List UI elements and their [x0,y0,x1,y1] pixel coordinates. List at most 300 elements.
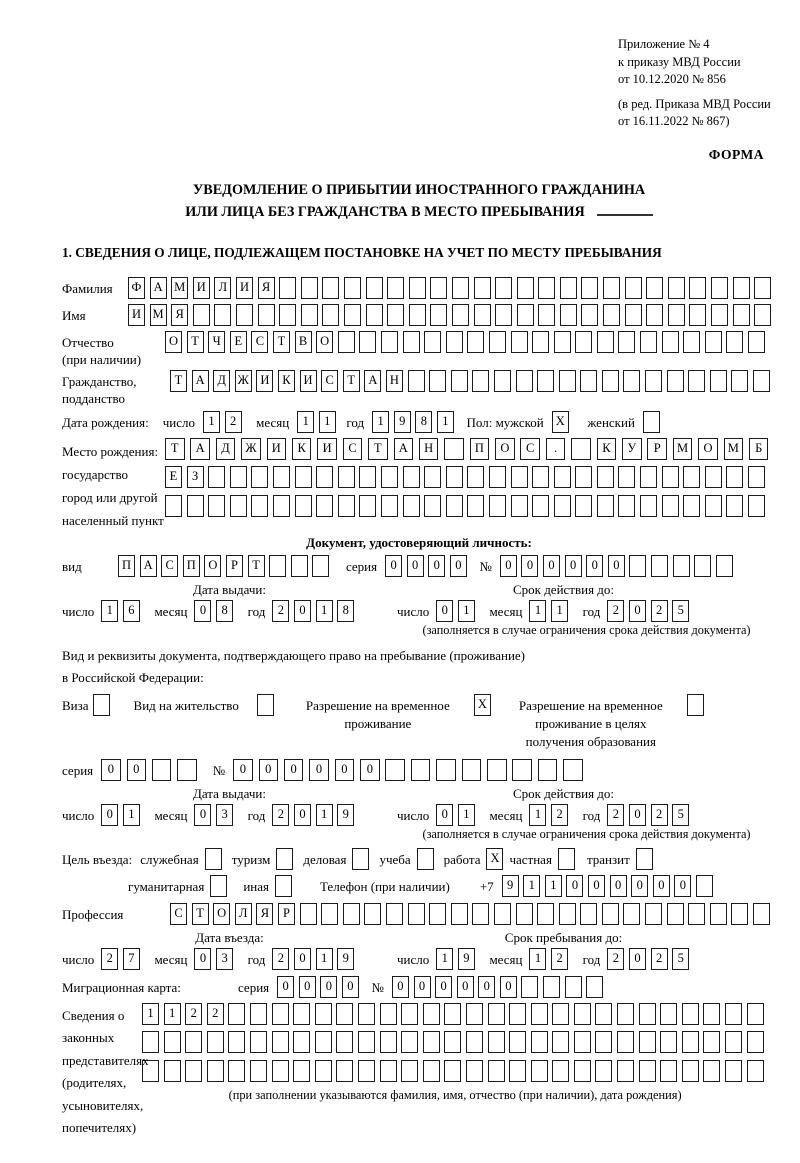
representatives-char-cell[interactable] [164,1060,181,1082]
birth-day-cell[interactable]: 1 [203,411,220,433]
profession-char-cell[interactable] [623,903,640,925]
purpose-work-cell[interactable]: X [486,848,503,870]
birthplace-char-cell[interactable]: Д [216,438,236,460]
representatives-char-cell[interactable] [747,1003,764,1025]
birthplace-char-cell[interactable]: Р [647,438,667,460]
resdoc-number-cell[interactable] [436,759,456,781]
resdoc-series-cell[interactable] [152,759,172,781]
birthplace-char-cell[interactable]: Ж [241,438,261,460]
birth-year-cell[interactable]: 8 [415,411,432,433]
surname-char-cell[interactable] [668,277,685,299]
citizenship-char-cell[interactable] [408,370,425,392]
birthplace-char-cell[interactable] [251,466,268,488]
purpose-transit-cell[interactable] [636,848,653,870]
birthplace-char-cell[interactable] [444,438,464,460]
patronymic-char-cell[interactable] [683,331,700,353]
birthplace-char-cell[interactable] [640,466,657,488]
profession-char-cell[interactable]: Р [278,903,295,925]
phone-digit-cell[interactable]: 1 [545,875,562,897]
iddoc-type-char-cell[interactable]: П [118,555,135,577]
representatives-char-cell[interactable] [574,1031,591,1053]
iddoc-valid-year-cell[interactable]: 5 [672,600,689,622]
visa-checkbox-cell[interactable] [93,694,110,716]
firstname-char-cell[interactable] [279,304,296,326]
representatives-char-cell[interactable] [617,1003,634,1025]
birthplace-char-cell[interactable] [726,466,743,488]
surname-char-cell[interactable]: И [236,277,253,299]
representatives-char-cell[interactable] [250,1003,267,1025]
resdoc-number-cell[interactable]: 0 [233,759,253,781]
profession-char-cell[interactable] [494,903,511,925]
representatives-char-cell[interactable] [617,1031,634,1053]
resdoc-issue-year-cell[interactable]: 0 [294,804,311,826]
patronymic-char-cell[interactable]: О [316,331,333,353]
representatives-char-cell[interactable] [336,1031,353,1053]
entry-year-cell[interactable]: 9 [337,948,354,970]
representatives-char-cell[interactable] [380,1060,397,1082]
migcard-series-cell[interactable]: 0 [277,976,294,998]
resdoc-valid-year-cell[interactable]: 2 [651,804,668,826]
birthplace-char-cell[interactable] [273,466,290,488]
patronymic-char-cell[interactable] [597,331,614,353]
representatives-char-cell[interactable] [228,1031,245,1053]
representatives-char-cell[interactable] [488,1003,505,1025]
resdoc-valid-month-cell[interactable]: 1 [529,804,546,826]
representatives-char-cell[interactable] [401,1060,418,1082]
birthplace-char-cell[interactable] [683,466,700,488]
birthplace-char-cell[interactable] [597,495,614,517]
citizenship-char-cell[interactable] [623,370,640,392]
surname-char-cell[interactable] [517,277,534,299]
iddoc-series-cell[interactable]: 0 [385,555,402,577]
profession-char-cell[interactable]: Я [256,903,273,925]
birthplace-char-cell[interactable]: Б [749,438,769,460]
representatives-char-cell[interactable]: 1 [142,1003,159,1025]
citizenship-char-cell[interactable] [516,370,533,392]
iddoc-valid-year-cell[interactable]: 0 [629,600,646,622]
citizenship-char-cell[interactable] [559,370,576,392]
representatives-char-cell[interactable] [552,1031,569,1053]
entry-month-cell[interactable]: 0 [194,948,211,970]
patronymic-char-cell[interactable]: Ч [208,331,225,353]
representatives-char-cell[interactable] [358,1003,375,1025]
firstname-char-cell[interactable] [689,304,706,326]
birthplace-char-cell[interactable] [295,495,312,517]
resdoc-number-cell[interactable] [563,759,583,781]
representatives-char-cell[interactable] [315,1060,332,1082]
patronymic-char-cell[interactable] [424,331,441,353]
surname-char-cell[interactable] [603,277,620,299]
citizenship-char-cell[interactable]: А [192,370,209,392]
patronymic-char-cell[interactable]: О [165,331,182,353]
representatives-char-cell[interactable] [142,1060,159,1082]
surname-char-cell[interactable]: Ф [128,277,145,299]
iddoc-issue-year-cell[interactable]: 2 [272,600,289,622]
surname-char-cell[interactable] [387,277,404,299]
resdoc-issue-year-cell[interactable]: 1 [316,804,333,826]
representatives-char-cell[interactable] [466,1031,483,1053]
birthplace-char-cell[interactable] [273,495,290,517]
profession-char-cell[interactable] [472,903,489,925]
temp-residence-checkbox-cell[interactable]: X [474,694,491,716]
representatives-char-cell[interactable] [444,1031,461,1053]
stay-month-cell[interactable]: 1 [529,948,546,970]
birthplace-char-cell[interactable]: М [673,438,693,460]
phone-digit-cell[interactable]: 0 [566,875,583,897]
representatives-char-cell[interactable] [164,1031,181,1053]
representatives-char-cell[interactable] [380,1003,397,1025]
representatives-char-cell[interactable] [207,1031,224,1053]
profession-char-cell[interactable] [537,903,554,925]
birthplace-char-cell[interactable] [295,466,312,488]
patronymic-char-cell[interactable] [467,331,484,353]
representatives-char-cell[interactable] [509,1031,526,1053]
surname-char-cell[interactable]: М [171,277,188,299]
resdoc-number-cell[interactable] [385,759,405,781]
iddoc-series-cell[interactable]: 0 [407,555,424,577]
representatives-char-cell[interactable] [185,1060,202,1082]
iddoc-type-char-cell[interactable] [291,555,308,577]
surname-char-cell[interactable] [474,277,491,299]
migcard-number-cell[interactable]: 0 [457,976,474,998]
representatives-char-cell[interactable] [639,1060,656,1082]
representatives-char-cell[interactable] [682,1003,699,1025]
birthplace-char-cell[interactable] [467,466,484,488]
patronymic-char-cell[interactable] [338,331,355,353]
resdoc-valid-year-cell[interactable]: 2 [607,804,624,826]
birthplace-char-cell[interactable] [532,466,549,488]
representatives-char-cell[interactable] [466,1060,483,1082]
migcard-number-cell[interactable] [565,976,582,998]
patronymic-char-cell[interactable] [381,331,398,353]
stay-day-cell[interactable]: 1 [436,948,453,970]
patronymic-char-cell[interactable] [532,331,549,353]
phone-digit-cell[interactable]: 0 [610,875,627,897]
patronymic-char-cell[interactable]: Т [187,331,204,353]
surname-char-cell[interactable] [689,277,706,299]
representatives-char-cell[interactable] [703,1031,720,1053]
representatives-char-cell[interactable] [293,1031,310,1053]
resdoc-series-cell[interactable]: 0 [101,759,121,781]
birthplace-char-cell[interactable]: К [597,438,617,460]
stay-year-cell[interactable]: 2 [607,948,624,970]
phone-digit-cell[interactable] [696,875,713,897]
iddoc-issue-day-cell[interactable]: 1 [101,600,118,622]
birthplace-char-cell[interactable]: М [724,438,744,460]
purpose-tourism-cell[interactable] [276,848,293,870]
birth-year-cell[interactable]: 9 [394,411,411,433]
representatives-char-cell[interactable] [595,1060,612,1082]
profession-char-cell[interactable]: С [170,903,187,925]
birthplace-char-cell[interactable] [640,495,657,517]
representatives-char-cell[interactable] [185,1031,202,1053]
birth-year-cell[interactable]: 1 [437,411,454,433]
iddoc-number-cell[interactable] [629,555,646,577]
birthplace-char-cell[interactable] [597,466,614,488]
birthplace-char-cell[interactable]: Н [419,438,439,460]
iddoc-number-cell[interactable]: 0 [521,555,538,577]
migcard-number-cell[interactable]: 0 [435,976,452,998]
purpose-study-cell[interactable] [417,848,434,870]
birthplace-char-cell[interactable]: Е [165,466,182,488]
firstname-char-cell[interactable] [452,304,469,326]
iddoc-number-cell[interactable]: 0 [608,555,625,577]
patronymic-char-cell[interactable]: Т [273,331,290,353]
firstname-char-cell[interactable]: Я [171,304,188,326]
iddoc-issue-year-cell[interactable]: 0 [294,600,311,622]
resdoc-valid-month-cell[interactable]: 2 [551,804,568,826]
purpose-official-cell[interactable] [205,848,222,870]
representatives-char-cell[interactable] [531,1060,548,1082]
firstname-char-cell[interactable] [387,304,404,326]
iddoc-number-cell[interactable]: 0 [543,555,560,577]
resdoc-series-cell[interactable] [177,759,197,781]
surname-char-cell[interactable] [452,277,469,299]
citizenship-char-cell[interactable]: Д [213,370,230,392]
representatives-char-cell[interactable] [488,1031,505,1053]
profession-char-cell[interactable] [710,903,727,925]
representatives-char-cell[interactable] [703,1060,720,1082]
birthplace-char-cell[interactable]: А [394,438,414,460]
profession-char-cell[interactable] [408,903,425,925]
representatives-char-cell[interactable] [660,1031,677,1053]
stay-month-cell[interactable]: 2 [551,948,568,970]
entry-day-cell[interactable]: 7 [123,948,140,970]
representatives-char-cell[interactable] [552,1060,569,1082]
resdoc-issue-day-cell[interactable]: 0 [101,804,118,826]
surname-char-cell[interactable] [754,277,771,299]
representatives-char-cell[interactable] [293,1003,310,1025]
birthplace-char-cell[interactable] [554,495,571,517]
patronymic-char-cell[interactable] [640,331,657,353]
birthplace-char-cell[interactable]: О [698,438,718,460]
surname-char-cell[interactable]: И [193,277,210,299]
resdoc-number-cell[interactable] [487,759,507,781]
birthplace-char-cell[interactable] [187,495,204,517]
patronymic-char-cell[interactable] [575,331,592,353]
representatives-char-cell[interactable] [509,1003,526,1025]
birthplace-char-cell[interactable]: О [495,438,515,460]
iddoc-valid-year-cell[interactable]: 2 [607,600,624,622]
iddoc-issue-year-cell[interactable]: 8 [337,600,354,622]
resdoc-issue-year-cell[interactable]: 2 [272,804,289,826]
birthplace-char-cell[interactable] [446,495,463,517]
representatives-char-cell[interactable] [336,1060,353,1082]
iddoc-number-cell[interactable] [651,555,668,577]
representatives-char-cell[interactable] [272,1060,289,1082]
birth-day-cell[interactable]: 2 [225,411,242,433]
purpose-private-cell[interactable] [558,848,575,870]
iddoc-series-cell[interactable]: 0 [428,555,445,577]
profession-char-cell[interactable]: Л [235,903,252,925]
birthplace-char-cell[interactable] [251,495,268,517]
patronymic-char-cell[interactable]: В [295,331,312,353]
birthplace-char-cell[interactable] [662,466,679,488]
resdoc-number-cell[interactable]: 0 [360,759,380,781]
birthplace-char-cell[interactable] [748,495,765,517]
surname-char-cell[interactable] [344,277,361,299]
firstname-char-cell[interactable] [581,304,598,326]
profession-char-cell[interactable] [451,903,468,925]
representatives-char-cell[interactable] [272,1031,289,1053]
firstname-char-cell[interactable] [258,304,275,326]
entry-year-cell[interactable]: 0 [294,948,311,970]
representatives-char-cell[interactable] [444,1003,461,1025]
patronymic-char-cell[interactable] [511,331,528,353]
stay-day-cell[interactable]: 9 [458,948,475,970]
citizenship-char-cell[interactable]: К [278,370,295,392]
surname-char-cell[interactable] [733,277,750,299]
representatives-char-cell[interactable] [293,1060,310,1082]
firstname-char-cell[interactable] [625,304,642,326]
iddoc-type-char-cell[interactable]: О [204,555,221,577]
firstname-char-cell[interactable] [322,304,339,326]
firstname-char-cell[interactable] [668,304,685,326]
citizenship-char-cell[interactable]: Т [170,370,187,392]
citizenship-char-cell[interactable] [472,370,489,392]
surname-char-cell[interactable] [625,277,642,299]
profession-char-cell[interactable] [688,903,705,925]
firstname-char-cell[interactable] [733,304,750,326]
iddoc-number-cell[interactable] [694,555,711,577]
profession-char-cell[interactable] [580,903,597,925]
representatives-char-cell[interactable] [747,1060,764,1082]
birthplace-char-cell[interactable] [748,466,765,488]
birthplace-char-cell[interactable] [424,466,441,488]
birthplace-char-cell[interactable] [316,495,333,517]
birthplace-char-cell[interactable] [403,466,420,488]
iddoc-valid-day-cell[interactable]: 1 [458,600,475,622]
representatives-char-cell[interactable] [595,1031,612,1053]
resdoc-issue-year-cell[interactable]: 9 [337,804,354,826]
birthplace-char-cell[interactable] [575,466,592,488]
profession-char-cell[interactable]: О [213,903,230,925]
purpose-business-cell[interactable] [352,848,369,870]
entry-month-cell[interactable]: 3 [216,948,233,970]
citizenship-char-cell[interactable] [537,370,554,392]
firstname-char-cell[interactable] [517,304,534,326]
birthplace-char-cell[interactable]: . [546,438,566,460]
birthplace-char-cell[interactable]: П [470,438,490,460]
representatives-char-cell[interactable] [444,1060,461,1082]
purpose-other-cell[interactable] [275,875,292,897]
patronymic-char-cell[interactable]: Е [230,331,247,353]
birthplace-char-cell[interactable] [705,495,722,517]
firstname-char-cell[interactable]: И [128,304,145,326]
patronymic-char-cell[interactable] [554,331,571,353]
iddoc-type-char-cell[interactable] [269,555,286,577]
iddoc-issue-year-cell[interactable]: 1 [316,600,333,622]
surname-char-cell[interactable]: Л [214,277,231,299]
profession-char-cell[interactable] [667,903,684,925]
profession-char-cell[interactable] [429,903,446,925]
representatives-char-cell[interactable] [228,1003,245,1025]
birthplace-char-cell[interactable] [403,495,420,517]
representatives-char-cell[interactable] [380,1031,397,1053]
firstname-char-cell[interactable] [409,304,426,326]
citizenship-char-cell[interactable] [580,370,597,392]
birthplace-char-cell[interactable] [705,466,722,488]
firstname-char-cell[interactable] [214,304,231,326]
representatives-char-cell[interactable] [682,1031,699,1053]
citizenship-char-cell[interactable]: И [300,370,317,392]
temp-residence-education-checkbox-cell[interactable] [687,694,704,716]
migcard-number-cell[interactable]: 0 [478,976,495,998]
representatives-char-cell[interactable] [639,1003,656,1025]
representatives-char-cell[interactable] [617,1060,634,1082]
representatives-char-cell[interactable] [315,1031,332,1053]
surname-char-cell[interactable] [366,277,383,299]
birth-year-cell[interactable]: 1 [372,411,389,433]
representatives-char-cell[interactable] [228,1060,245,1082]
citizenship-char-cell[interactable]: Т [343,370,360,392]
firstname-char-cell[interactable] [646,304,663,326]
citizenship-char-cell[interactable] [731,370,748,392]
resdoc-valid-year-cell[interactable]: 5 [672,804,689,826]
iddoc-valid-month-cell[interactable]: 1 [551,600,568,622]
birthplace-char-cell[interactable]: С [520,438,540,460]
representatives-char-cell[interactable] [660,1060,677,1082]
surname-char-cell[interactable] [495,277,512,299]
patronymic-char-cell[interactable] [748,331,765,353]
birthplace-char-cell[interactable]: Т [368,438,388,460]
iddoc-number-cell[interactable] [716,555,733,577]
firstname-char-cell[interactable] [193,304,210,326]
representatives-char-cell[interactable] [725,1003,742,1025]
firstname-char-cell[interactable] [474,304,491,326]
birthplace-char-cell[interactable]: И [267,438,287,460]
citizenship-char-cell[interactable] [753,370,770,392]
representatives-char-cell[interactable] [747,1031,764,1053]
representatives-char-cell[interactable] [595,1003,612,1025]
surname-char-cell[interactable] [581,277,598,299]
birth-month-cell[interactable]: 1 [297,411,314,433]
firstname-char-cell[interactable] [538,304,555,326]
birthplace-char-cell[interactable] [489,466,506,488]
resdoc-number-cell[interactable] [512,759,532,781]
surname-char-cell[interactable] [711,277,728,299]
birthplace-char-cell[interactable]: А [190,438,210,460]
stay-year-cell[interactable]: 2 [651,948,668,970]
representatives-char-cell[interactable] [358,1060,375,1082]
surname-char-cell[interactable] [409,277,426,299]
birthplace-char-cell[interactable] [511,466,528,488]
citizenship-char-cell[interactable]: А [364,370,381,392]
birthplace-char-cell[interactable] [165,495,182,517]
birthplace-char-cell[interactable] [359,466,376,488]
iddoc-issue-day-cell[interactable]: 6 [123,600,140,622]
phone-digit-cell[interactable]: 0 [631,875,648,897]
representatives-char-cell[interactable] [250,1031,267,1053]
firstname-char-cell[interactable] [236,304,253,326]
citizenship-char-cell[interactable] [645,370,662,392]
profession-char-cell[interactable] [602,903,619,925]
citizenship-char-cell[interactable] [494,370,511,392]
firstname-char-cell[interactable] [344,304,361,326]
representatives-char-cell[interactable] [423,1060,440,1082]
profession-char-cell[interactable] [343,903,360,925]
citizenship-char-cell[interactable]: Н [386,370,403,392]
phone-digit-cell[interactable]: 0 [653,875,670,897]
profession-char-cell[interactable]: Т [192,903,209,925]
birthplace-char-cell[interactable] [208,466,225,488]
representatives-char-cell[interactable] [552,1003,569,1025]
profession-char-cell[interactable] [321,903,338,925]
birthplace-char-cell[interactable] [446,466,463,488]
representatives-char-cell[interactable] [207,1060,224,1082]
birthplace-char-cell[interactable] [726,495,743,517]
citizenship-char-cell[interactable]: С [321,370,338,392]
